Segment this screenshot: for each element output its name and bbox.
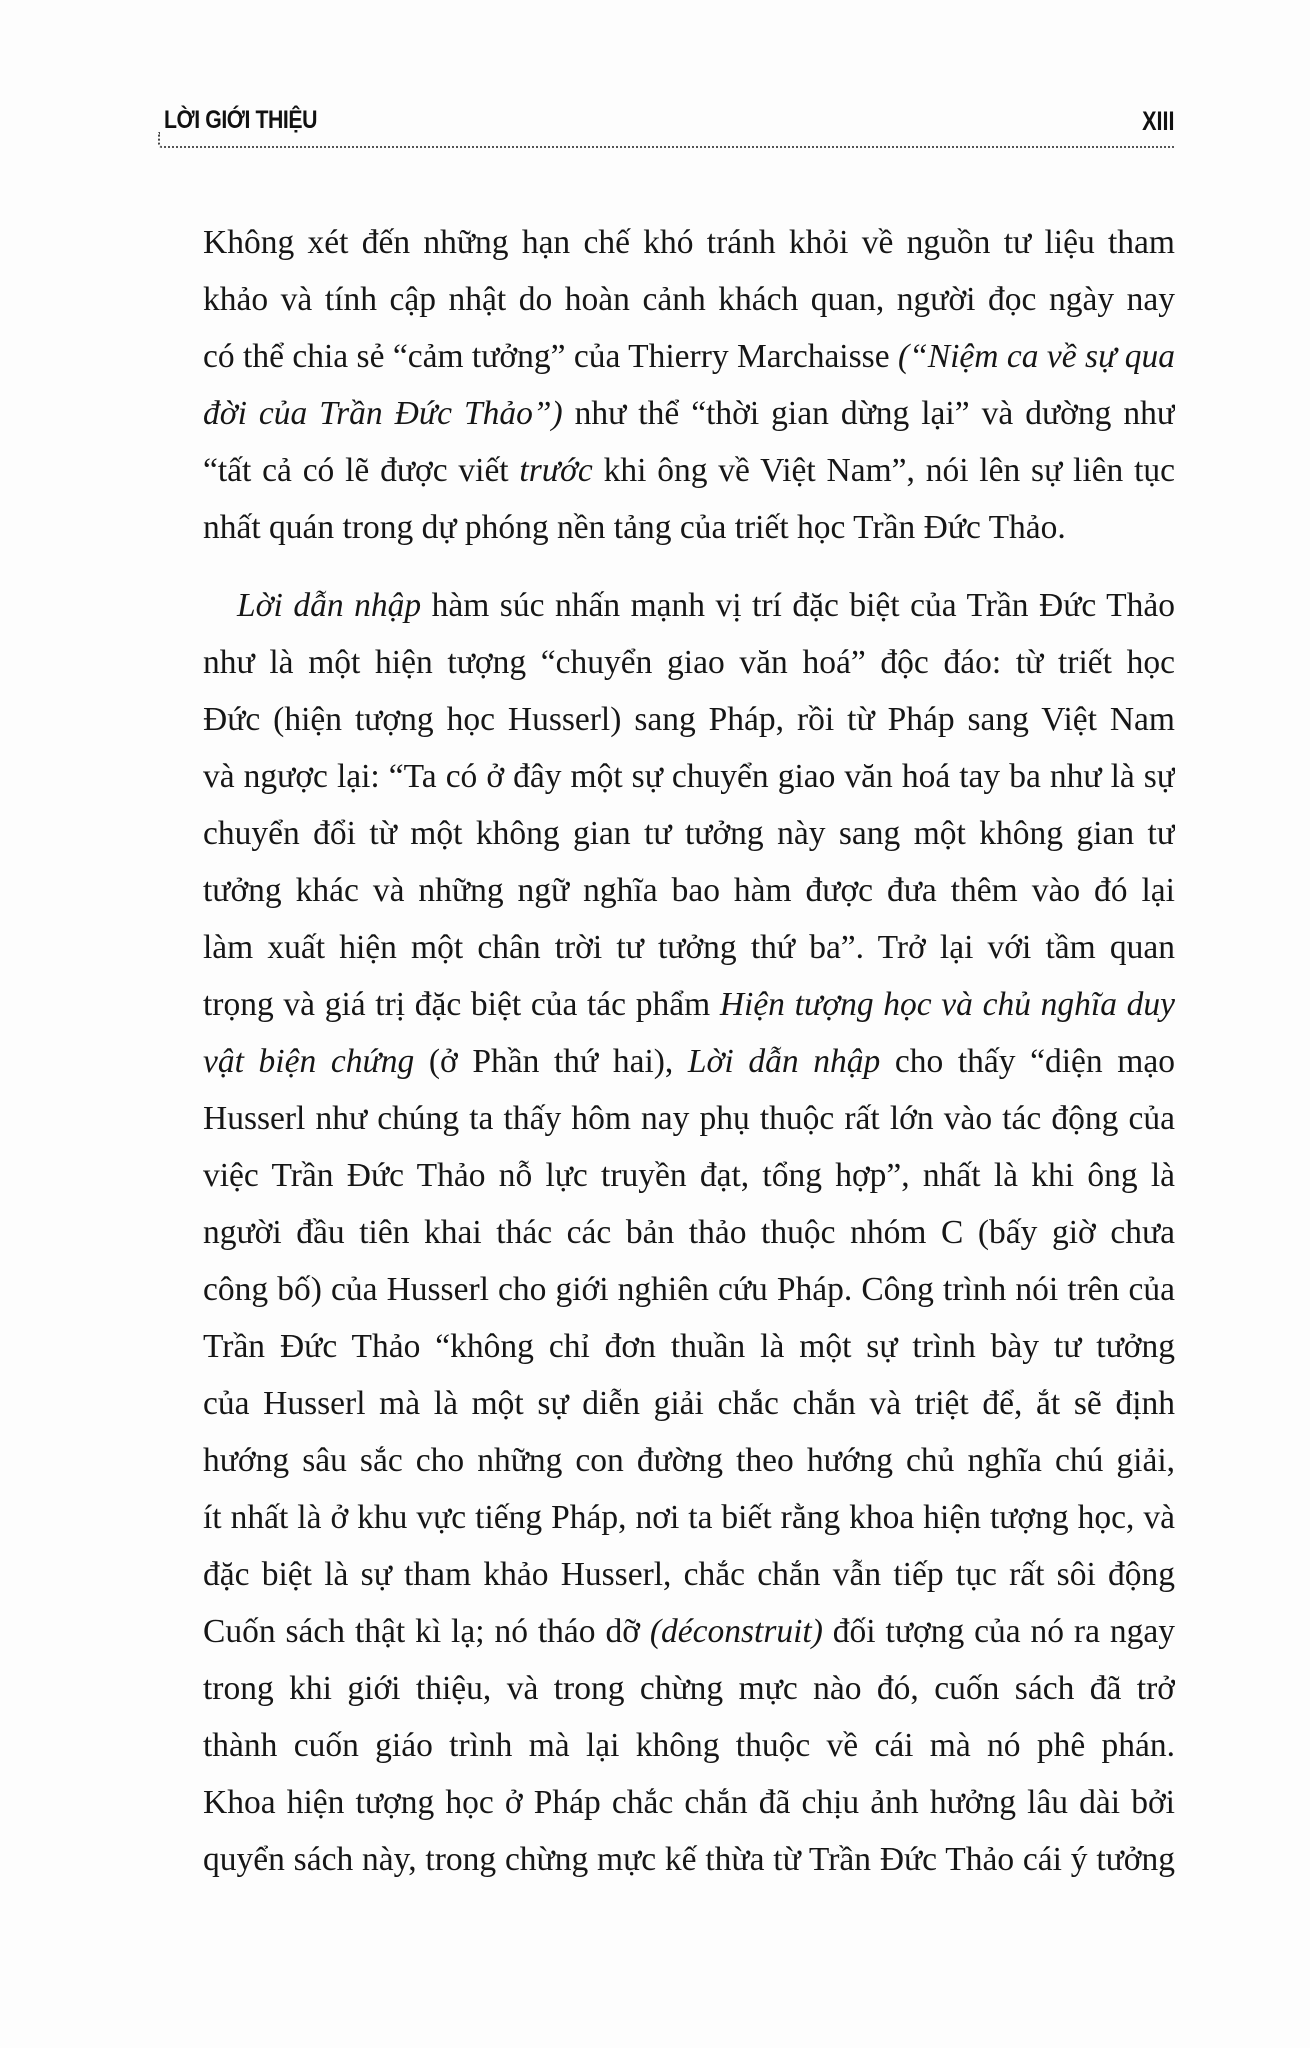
body-text: [203, 214, 1175, 1888]
text-segment: làm xuất hiện một chân trời tư tưởng thứ ba”. Trở lại với tầm quan: [203, 929, 1175, 966]
text-line: [203, 1774, 1175, 1831]
text-segment: trọng và giá trị đặc biệt của tác phẩm: [203, 986, 720, 1023]
italic-text: Lời dẫn nhập: [687, 1043, 881, 1080]
text-segment: đối tượng của nó ra ngay: [822, 1613, 1175, 1650]
text-line: [203, 919, 1175, 976]
text-segment: chuyển đổi từ một không gian tư tưởng này sang một không gian tư: [203, 815, 1175, 852]
text-segment: cho thấy “diện mạo: [880, 1043, 1175, 1080]
text-line: [203, 271, 1175, 328]
running-header: [158, 100, 1175, 148]
text-line: [203, 577, 1175, 634]
text-segment: việc Trần Đức Thảo nỗ lực truyền đạt, tổng hợp”, nhất là khi ông là: [203, 1157, 1175, 1194]
text-line: [203, 1489, 1175, 1546]
text-line: [203, 385, 1175, 442]
text-line: [203, 442, 1175, 499]
text-segment: có thể chia sẻ “cảm tưởng” của Thierry Marchaisse: [203, 338, 898, 375]
text-segment: hướng sâu sắc cho những con đường theo hướng chủ nghĩa chú giải,: [203, 1442, 1175, 1479]
text-segment: và ngược lại: “Ta có ở đây một sự chuyển giao văn hoá tay ba như là sự: [203, 758, 1175, 795]
paragraph-gap: [203, 556, 1175, 577]
section-title: LỜI GIỚI THIỆU: [164, 106, 318, 134]
italic-text: Hiện tượng học và chủ nghĩa duy: [719, 986, 1175, 1023]
text-line: [203, 1090, 1175, 1147]
text-line: [203, 1717, 1175, 1774]
text-line: [203, 1204, 1175, 1261]
text-line: [203, 1546, 1175, 1603]
text-line: [203, 499, 1175, 556]
text-segment: khi ông về Việt Nam”, nói lên sự liên tục: [603, 452, 1175, 489]
text-segment: như thể “thời gian dừng lại” và dường như: [562, 395, 1175, 432]
text-line: [203, 1603, 1175, 1660]
text-segment: công bố) của Husserl cho giới nghiên cứu Pháp. Công trình nói trên của: [203, 1271, 1175, 1308]
text-segment: “tất cả có lẽ được viết: [203, 452, 520, 489]
text-segment: tưởng khác và những ngữ nghĩa bao hàm được đưa thêm vào đó lại: [203, 872, 1175, 909]
text-segment: nhất quán trong dự phóng nền tảng của triết học Trần Đức Thảo.: [203, 509, 1066, 546]
text-segment: (ở Phần thứ hai),: [414, 1043, 688, 1080]
italic-text: (“Niệm ca về sự qua: [897, 338, 1175, 375]
italic-text: trước: [519, 452, 593, 489]
text-line: [203, 976, 1175, 1033]
text-line: [203, 1261, 1175, 1318]
text-line: [203, 1831, 1175, 1888]
text-line: [203, 691, 1175, 748]
text-segment: trong khi giới thiệu, và trong chừng mực nào đó, cuốn sách đã trở: [203, 1670, 1175, 1707]
page-number: XIII: [1142, 106, 1175, 136]
text-segment: của Husserl mà là một sự diễn giải chắc chắn và triệt để, ắt sẽ định: [203, 1385, 1175, 1422]
text-line: [203, 1318, 1175, 1375]
text-segment: như là một hiện tượng “chuyển giao văn hoá” độc đáo: từ triết học: [203, 644, 1175, 681]
text-line: [203, 1432, 1175, 1489]
paragraph: [203, 577, 1175, 1888]
text-line: [203, 1033, 1175, 1090]
text-line: [203, 1660, 1175, 1717]
italic-text: đời của Trần Đức Thảo”): [203, 395, 563, 432]
text-segment: Husserl như chúng ta thấy hôm nay phụ thuộc rất lớn vào tác động của: [203, 1100, 1175, 1137]
text-segment: Đức (hiện tượng học Husserl) sang Pháp, rồi từ Pháp sang Việt Nam: [203, 701, 1175, 738]
italic-text: (déconstruit): [649, 1613, 823, 1650]
text-line: [203, 634, 1175, 691]
text-segment: thành cuốn giáo trình mà lại không thuộc về cái mà nó phê phán.: [203, 1727, 1175, 1764]
text-segment: đặc biệt là sự tham khảo Husserl, chắc chắn vẫn tiếp tục rất sôi động: [203, 1556, 1175, 1593]
text-segment: khảo và tính cập nhật do hoàn cảnh khách quan, người đọc ngày nay: [203, 281, 1175, 318]
text-segment: Cuốn sách thật kì lạ; nó tháo dỡ: [203, 1613, 650, 1650]
text-segment: Trần Đức Thảo “không chỉ đơn thuần là một sự trình bày tư tưởng: [203, 1328, 1175, 1365]
text-line: [203, 748, 1175, 805]
text-segment: ít nhất là ở khu vực tiếng Pháp, nơi ta biết rằng khoa hiện tượng học, và: [203, 1499, 1175, 1536]
text-line: [203, 1375, 1175, 1432]
text-line: [203, 214, 1175, 271]
italic-text: Lời dẫn nhập: [237, 587, 422, 624]
text-segment: quyển sách này, trong chừng mực kế thừa từ Trần Đức Thảo cái ý tưởng: [203, 1841, 1175, 1878]
text-line: [203, 805, 1175, 862]
italic-text: vật biện chứng: [203, 1043, 415, 1080]
text-segment: Khoa hiện tượng học ở Pháp chắc chắn đã chịu ảnh hưởng lâu dài bởi: [203, 1784, 1175, 1821]
text-line: [203, 1147, 1175, 1204]
text-segment: Không xét đến những hạn chế khó tránh khỏi về nguồn tư liệu tham: [203, 224, 1175, 261]
text-segment: người đầu tiên khai thác các bản thảo thuộc nhóm C (bấy giờ chưa: [203, 1214, 1175, 1251]
text-line: [203, 328, 1175, 385]
paragraph: [203, 214, 1175, 556]
text-segment: hàm súc nhấn mạnh vị trí đặc biệt của Trần Đức Thảo: [421, 587, 1175, 624]
text-line: [203, 862, 1175, 919]
